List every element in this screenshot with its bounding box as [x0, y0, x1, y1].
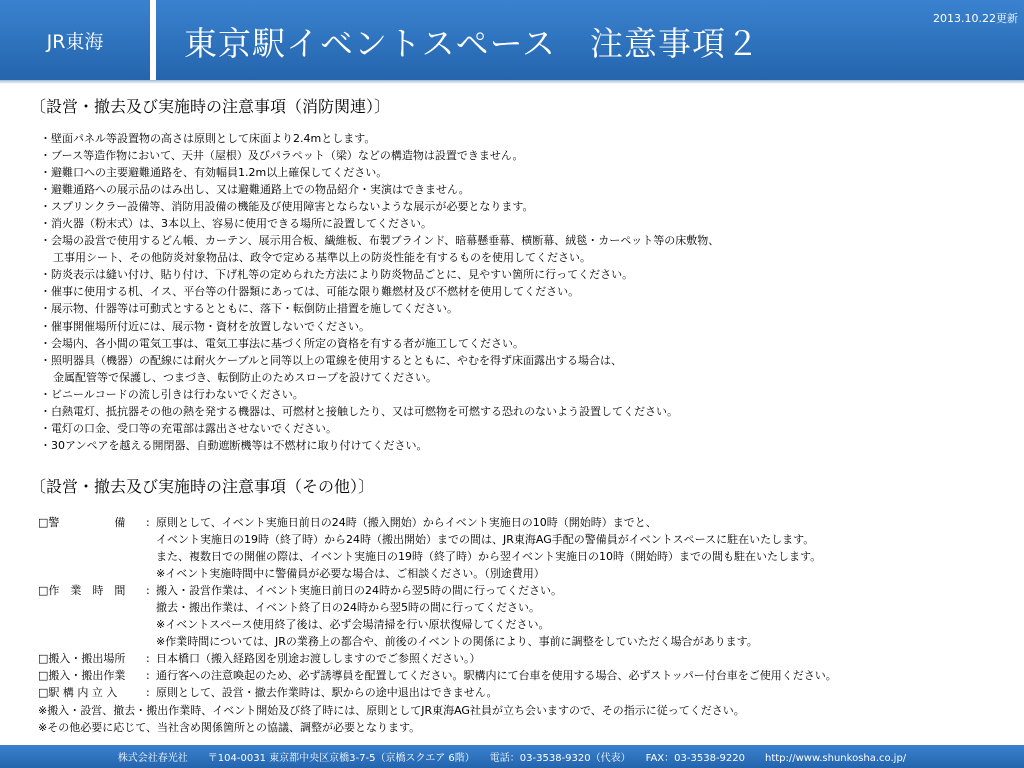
- other-rules: [38, 514, 1008, 736]
- list-item: ・壁面パネル等設置物の高さは原則として床面より2.4mとします。: [40, 132, 376, 145]
- list-item-continuation: 工事用シート、その他防炎対象物品は、政令で定める基準以上の防炎性能を有するものを使用してください。: [53, 251, 592, 265]
- entry-row: [38, 684, 1008, 701]
- page-header: [0, 0, 1024, 82]
- list-item: ・電灯の口金、受口等の充電部は露出させないでください。: [40, 421, 337, 435]
- fire-rules-list: [40, 130, 1000, 454]
- list-item: ・ビニールコードの流し引きは行わないでください。: [40, 387, 304, 401]
- list-item-continuation: 金属配管等で保護し、つまづき、転倒防止のためスロープを設けてください。: [53, 370, 438, 384]
- list-item: ・防炎表示は縫い付け、貼り付け、下げ札等の定められた方法により防炎物品ごとに、見やすい箇所に行ってください。: [40, 268, 634, 282]
- location-label: □搬入・搬出場所: [38, 652, 126, 666]
- page-footer: [0, 745, 1024, 768]
- worktime-note: ※イベントスペース使用終了後は、必ず会場清掃を行い原状復帰してください。: [156, 618, 550, 632]
- brand-logo: [0, 0, 150, 80]
- guard-text: また、複数日での開催の際は、イベント実施日の19時（終了時）から翌イベント実施日の10時（開始時）までの間も駐在いたします。: [156, 550, 822, 564]
- guard-row: [38, 514, 1008, 531]
- list-item: ・会場の設営で使用するどん帳、カーテン、展示用合板、繊維板、布製ブラインド、暗幕懸垂幕、横断幕、絨毯・カーペット等の床敷物、: [40, 234, 720, 248]
- worktime-text: 搬入・設営作業は、イベント実施日前日の24時から翌5時の間に行ってください。: [156, 584, 562, 598]
- colon: :: [146, 652, 150, 666]
- page-title: 東京駅イベントスペース 注意事項２: [184, 24, 761, 63]
- list-item: ・30アンペアを越える開閉器、自動遮断機等は不燃材に取り付けてください。: [40, 438, 428, 452]
- list-item: ・催事に使用する机、イス、平台等の什器類にあっては、可能な限り難燃材及び不燃材を使用してください。: [40, 285, 580, 299]
- colon: :: [146, 669, 150, 683]
- list-item: ・消火器（粉末式）は、3本以上、容易に使用できる場所に設置してください。: [40, 217, 432, 231]
- list-item: ・催事開催場所付近には、展示物・資材を放置しないでください。: [40, 319, 370, 333]
- list-item: ・スプリンクラー設備等、消防用設備の機能及び使用障害とならないような展示が必要となります。: [40, 200, 534, 214]
- note-text: ※搬入・設営、撤去・搬出作業時、イベント開始及び終了時には、原則としてJR東海AG社員が立ち会いますので、その指示に従ってください。: [38, 703, 745, 717]
- work-row: [38, 667, 1008, 684]
- guard-note: ※イベント実施時間中に警備員が必要な場合は、ご相談ください。（別途費用）: [156, 567, 545, 581]
- list-item: ・ブース等造作物において、天井（屋根）及びパラペット（梁）などの構造物は設置できません。: [40, 149, 524, 163]
- location-row: [38, 650, 1008, 667]
- guard-label: □警 備: [38, 516, 126, 529]
- title-bar: [156, 0, 1024, 80]
- worktime-row: [38, 582, 1008, 599]
- guard-text: 原則として、イベント実施日前日の24時（搬入開始）からイベント実施日の10時（開始時）までと、: [156, 516, 657, 529]
- list-item: ・展示物、什器等は可動式とするとともに、落下・転倒防止措置を施してください。: [40, 302, 458, 316]
- company-info: 株式会社春光社 〒104-0031 東京都中央区京橋3-7-5（京橋スクエア 6階） 電話：03-3538-9320（代表） FAX：03-3538-9220 http://www.shunkosha.co.jp/: [117, 753, 907, 764]
- entry-text: 原則として、設営・撤去作業時は、駅からの途中退出はできません。: [156, 686, 498, 700]
- guard-text: イベント実施日の19時（終了時）から24時（搬出開始）までの間は、JR東海AG手配の警備員がイベントスペースに駐在いたします。: [156, 533, 815, 547]
- work-label: □搬入・搬出作業: [38, 669, 126, 683]
- list-item: ・照明器具（機器）の配線には耐火ケーブルと同等以上の電線を使用するとともに、やむを得ず床面露出する場合は、: [40, 353, 623, 367]
- list-item: ・白熱電灯、抵抗器その他の熱を発する機器は、可燃材と接触したり、又は可燃物を可燃する恐れのないよう設置してください。: [40, 404, 678, 418]
- worktime-note: ※作業時間については、JRの業務上の都合や、前後のイベントの関係により、事前に調整をしていただく場合があります。: [156, 635, 758, 649]
- entry-label: □駅 構 内 立 入: [38, 686, 118, 700]
- section-heading-fire: 〔設営・撤去及び実施時の注意事項（消防関連）〕: [30, 97, 391, 116]
- list-item: ・避難口への主要避難通路を、有効幅員1.2m以上確保してください。: [40, 166, 388, 180]
- list-item: ・避難通路への展示品のはみ出し、又は避難通路上での物品紹介・実演はできません。: [40, 183, 470, 197]
- location-text: 日本橋口（搬入経路図を別途お渡ししますのでご参照ください。）: [156, 652, 481, 666]
- brand-name: JR東海: [46, 30, 104, 53]
- section-heading-other: 〔設営・撤去及び実施時の注意事項（その他）〕: [30, 477, 375, 496]
- worktime-label: □作 業 時 間: [38, 584, 126, 598]
- work-text: 通行客への注意喚起のため、必ず誘導員を配置してください。駅構内にて台車を使用する場合、必ずストッパー付台車をご使用ください。: [156, 669, 837, 683]
- header-divider: [0, 80, 1024, 84]
- colon: :: [146, 584, 150, 598]
- list-item: ・会場内、各小間の電気工事は、電気工事法に基づく所定の資格を有する者が施工してください。: [40, 336, 524, 350]
- colon: :: [146, 516, 150, 529]
- worktime-text: 撤去・搬出作業は、イベント終了日の24時から翌5時の間に行ってください。: [156, 601, 540, 615]
- updated-date: 2013.10.22更新: [933, 12, 1018, 25]
- note-text: ※その他必要に応じて、当社含め関係箇所との協議、調整が必要となります。: [38, 720, 421, 734]
- colon: :: [146, 686, 150, 700]
